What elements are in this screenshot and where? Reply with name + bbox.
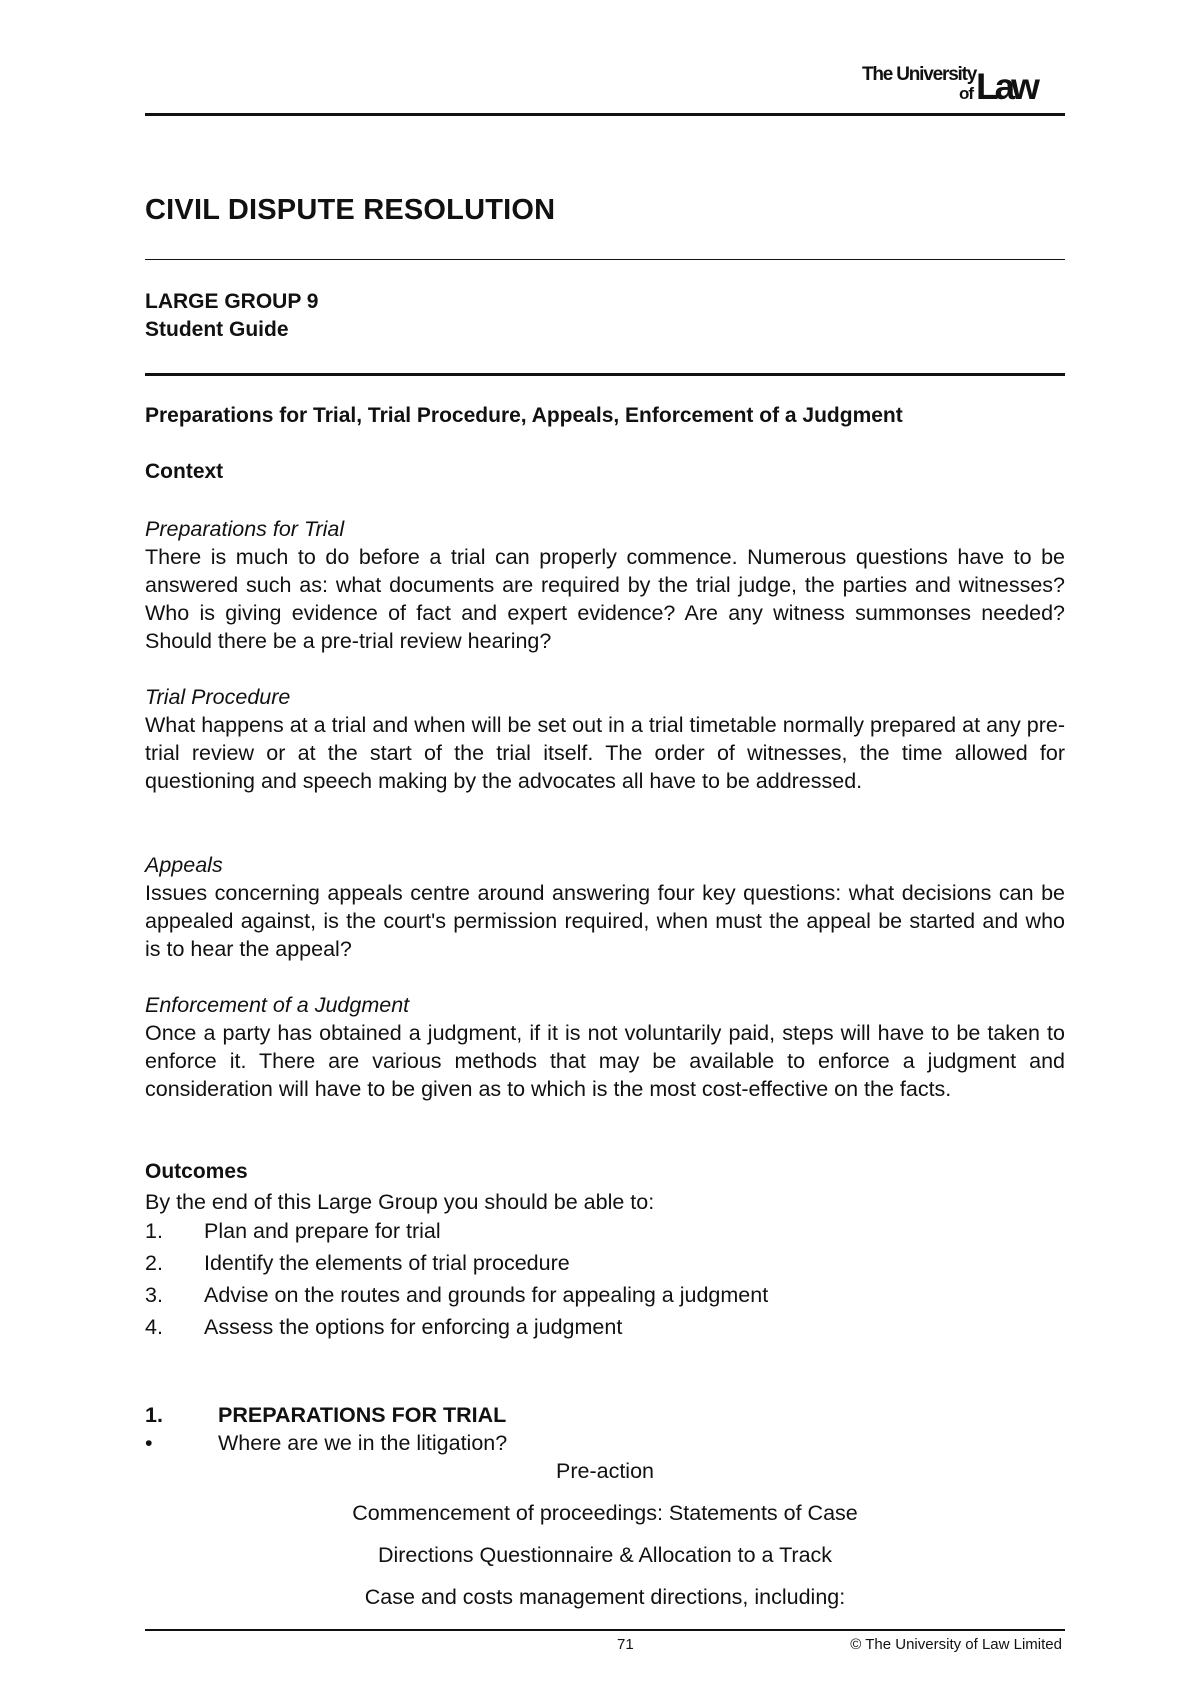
part-number: 1. xyxy=(145,1403,163,1427)
page-number: 71 xyxy=(617,1636,634,1653)
section-heading-appeals: Appeals xyxy=(145,853,223,877)
subject-heading: Preparations for Trial, Trial Procedure, Appeals, Enforcement of a Judgment xyxy=(145,404,903,427)
outcome-text: Identify the elements of trial procedure xyxy=(204,1251,570,1275)
section-body-trial-procedure: What happens at a trial and when will be set out in a trial timetable normally prepared at any pre-trial review or at the start of the trial itself. The order of witnesses, the time allowed for questioning and speech making by the advocates all have to be addressed. xyxy=(145,713,1065,793)
section-heading-enforcement: Enforcement of a Judgment xyxy=(145,993,410,1017)
section-heading-preparations: Preparations for Trial xyxy=(145,517,345,541)
copyright-notice: © The University of Law Limited xyxy=(850,1636,1062,1653)
section-body-appeals: Issues concerning appeals centre around answering four key questions: what decisions can be appealed against, is the court's permission required, when must the appeal be started and who is to hear the appeal? xyxy=(145,881,1065,961)
outcome-text: Assess the options for enforcing a judgment xyxy=(204,1315,623,1339)
outcome-number: 4. xyxy=(145,1315,163,1339)
part-heading: PREPARATIONS FOR TRIAL xyxy=(218,1403,507,1427)
university-logo xyxy=(858,64,1068,110)
stage-item: Directions Questionnaire & Allocation to a Track xyxy=(377,1543,833,1567)
stage-item: Pre-action xyxy=(556,1459,654,1483)
subtitle-divider xyxy=(145,373,1065,376)
logo-the-university: The University xyxy=(862,64,977,85)
stage-item: Commencement of proceedings: Statements of Case xyxy=(352,1501,858,1525)
outcome-number: 1. xyxy=(145,1219,163,1243)
outcome-text: Advise on the routes and grounds for appealing a judgment xyxy=(204,1283,769,1307)
bullet-icon: • xyxy=(145,1431,153,1455)
section-body-enforcement: Once a party has obtained a judgment, if it is not voluntarily paid, steps will have to be taken to enforce it. There are various methods that may be available to enforce a judgment and consideration will have to be given as to which is the most cost-effective on the facts. xyxy=(145,1021,1065,1101)
stage-item: Case and costs management directions, including: xyxy=(364,1585,846,1609)
header-divider xyxy=(145,113,1065,116)
section-heading-trial-procedure: Trial Procedure xyxy=(145,685,291,709)
large-group-label: LARGE GROUP 9 xyxy=(145,290,319,313)
outcome-text: Plan and prepare for trial xyxy=(204,1219,441,1243)
outcomes-intro: By the end of this Large Group you should be able to: xyxy=(145,1190,655,1214)
document-title: CIVIL DISPUTE RESOLUTION xyxy=(145,194,556,226)
bullet-text: Where are we in the litigation? xyxy=(218,1431,508,1455)
logo-of: of xyxy=(959,84,974,103)
outcome-number: 3. xyxy=(145,1283,163,1307)
student-guide-label: Student Guide xyxy=(145,318,289,341)
title-divider xyxy=(145,259,1065,260)
context-heading: Context xyxy=(145,460,224,483)
section-body-preparations: There is much to do before a trial can properly commence. Numerous questions have to be answered such as: what documents are required by the trial judge, the parties and witnesses? Who is giving evidence of fact and expert evidence? Are any witness summonses needed? Should there be a pre-trial review hearing? xyxy=(145,545,1065,653)
logo-law: Law xyxy=(976,66,1036,107)
outcomes-heading: Outcomes xyxy=(145,1160,248,1183)
footer-divider xyxy=(145,1629,1065,1631)
outcome-number: 2. xyxy=(145,1251,163,1275)
